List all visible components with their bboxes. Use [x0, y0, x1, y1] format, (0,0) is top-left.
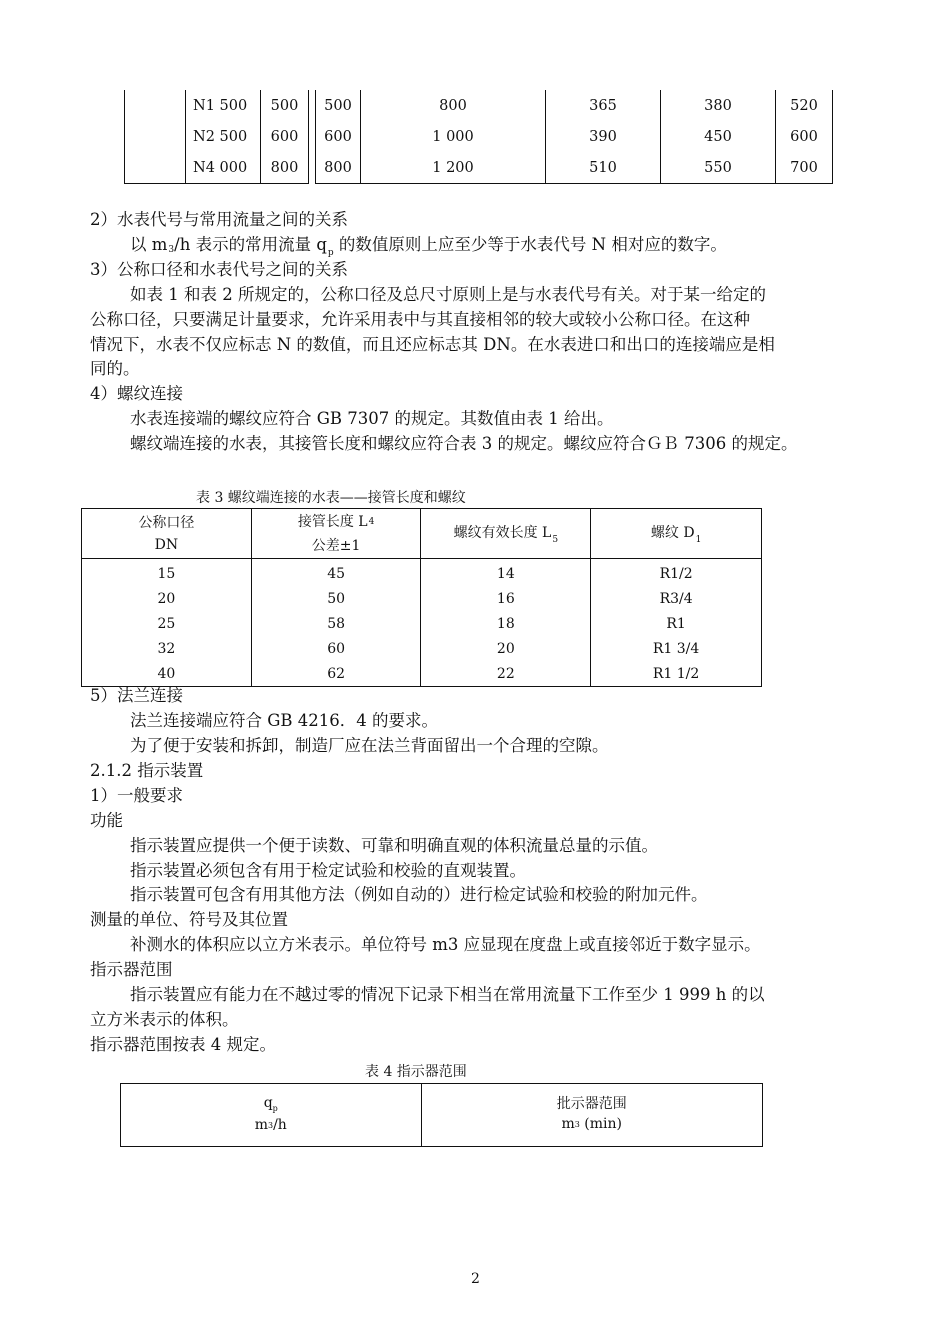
table-cell: 45 — [251, 559, 421, 587]
paragraph: 指示装置可包含有用其他方法（例如自动的）进行检定试验和校验的附加元件。 — [130, 885, 708, 904]
subheading: 指示器范围 — [90, 960, 173, 979]
table-cell: N4 000 — [186, 152, 261, 184]
table-cell: 40 — [82, 661, 252, 687]
page-number: 2 — [471, 1271, 480, 1287]
text-run: /h 表示的常用流量 q — [174, 235, 327, 254]
table-cell: 800 — [261, 152, 309, 184]
subscript: p — [272, 1104, 278, 1113]
header-line — [121, 1093, 421, 1115]
table-cell: 700 — [776, 152, 833, 184]
section-heading: 1）一般要求 — [90, 786, 183, 805]
table-cell: R1 3/4 — [591, 636, 762, 661]
header-text: q — [263, 1095, 273, 1111]
paragraph: 指示器范围按表 4 规定。 — [90, 1035, 276, 1054]
table-cell: 800 — [361, 90, 546, 121]
table-cell: 550 — [661, 152, 776, 184]
table-row — [316, 152, 833, 184]
paragraph: 法兰连接端应符合 GB 4216．4 的要求。 — [130, 711, 439, 730]
table-cell: 62 — [251, 661, 421, 687]
column-header — [121, 1084, 422, 1147]
table-cell: 18 — [421, 611, 591, 636]
table-row — [82, 661, 762, 687]
table-cell: 60 — [251, 636, 421, 661]
header-line: 公称口径 — [138, 514, 195, 531]
paragraph: 水表连接端的螺纹应符合 GB 7307 的规定。其数值由表 1 给出。 — [130, 409, 614, 428]
table-cell: 1 200 — [361, 152, 546, 184]
column-header — [591, 509, 762, 559]
subheading: 测量的单位、符号及其位置 — [90, 910, 288, 929]
table-cell: 365 — [546, 90, 661, 121]
table-cell: R1/2 — [591, 559, 762, 587]
paragraph-line: 同的。 — [90, 359, 140, 378]
paragraph: 螺纹端连接的水表，其接管长度和螺纹应符合表 3 的规定。螺纹应符合ＧＢ 7306 的规定。 — [130, 434, 798, 453]
paragraph: 补测水的体积应以立方米表示。单位符号 m3 应显现在度盘上或直接邻近于数字显示。 — [130, 935, 761, 954]
table-row — [316, 121, 833, 152]
table-cell: 20 — [421, 636, 591, 661]
table-row — [125, 121, 309, 152]
paragraph: 指示装置必须包含有用于检定试验和校验的直观装置。 — [130, 861, 526, 880]
table-cell: 50 — [251, 586, 421, 611]
header-line: DN — [154, 536, 179, 553]
table-3 — [81, 508, 762, 687]
column-header — [82, 509, 252, 559]
header-text: 螺纹 D — [650, 524, 695, 541]
superscript: 3 — [574, 1120, 580, 1129]
table-cell: R3/4 — [591, 586, 762, 611]
table-cell: 58 — [251, 611, 421, 636]
header-line: 批示器范围 — [556, 1096, 627, 1112]
table-cell: 15 — [82, 559, 252, 587]
table-cell: 600 — [261, 121, 309, 152]
table-cell: 450 — [661, 121, 776, 152]
table-cell: R1 — [591, 611, 762, 636]
table-row — [82, 636, 762, 661]
table-cell: 32 — [82, 636, 252, 661]
header-text: m — [254, 1117, 268, 1133]
section-heading: 2.1.2 指示装置 — [90, 761, 204, 780]
table-cell — [125, 90, 186, 121]
table-caption: 表 3 螺纹端连接的水表——接管长度和螺纹 — [196, 490, 466, 506]
section-heading: 5）法兰连接 — [90, 686, 183, 705]
column-header — [251, 509, 421, 559]
header-line — [252, 511, 421, 535]
table-row — [82, 586, 762, 611]
header-text: (min) — [579, 1116, 623, 1132]
table-cell: 14 — [421, 559, 591, 587]
paragraph-line: 如表 1 和表 2 所规定的，公称口径及总尺寸原则上是与水表代号有关。对于某一给定的 — [130, 285, 766, 304]
superscript: 3 — [168, 245, 175, 255]
table-caption: 表 4 指示器范围 — [365, 1064, 467, 1080]
table-cell: N1 500 — [186, 90, 261, 121]
table-cell: 520 — [776, 90, 833, 121]
paragraph-line: 指示装置应有能力在不越过零的情况下记录下相当在常用流量下工作至少 1 999 h 的以 — [130, 985, 765, 1004]
table-cell: 25 — [82, 611, 252, 636]
header-line — [121, 1115, 421, 1137]
column-header — [421, 1084, 762, 1147]
header-text: /h — [273, 1117, 287, 1133]
table-cell: 20 — [82, 586, 252, 611]
table-header-row — [121, 1084, 763, 1147]
paragraph — [130, 234, 727, 259]
table-cell: 380 — [661, 90, 776, 121]
table-cell — [125, 152, 186, 184]
table-cell — [125, 121, 186, 152]
column-header — [421, 509, 591, 559]
section-heading: 3）公称口径和水表代号之间的关系 — [90, 260, 348, 279]
table-cell: 510 — [546, 152, 661, 184]
table-cell: 22 — [421, 661, 591, 687]
table-row — [125, 152, 309, 184]
table-cell: 500 — [261, 90, 309, 121]
subheading: 功能 — [90, 811, 123, 830]
table-header-row — [82, 509, 762, 559]
table-cell: 390 — [546, 121, 661, 152]
table-cell: 16 — [421, 586, 591, 611]
header-text: m — [561, 1116, 575, 1132]
text-run: 的数值原则上应至少等于水表代号 N 相对应的数字。 — [333, 235, 727, 254]
subscript: 4 — [368, 516, 375, 527]
paragraph-line: 公称口径，只要满足计量要求，允许采用表中与其直接相邻的较大或较小公称口径。在这种 — [90, 310, 750, 329]
table-row — [125, 90, 309, 121]
superscript: 3 — [267, 1121, 274, 1130]
paragraph-line: 立方米表示的体积。 — [90, 1010, 239, 1029]
table-cell: R1 1/2 — [591, 661, 762, 687]
top-table-right — [315, 90, 833, 184]
section-heading: 4）螺纹连接 — [90, 384, 183, 403]
table-cell: N2 500 — [186, 121, 261, 152]
subscript: p — [327, 248, 334, 258]
table-4 — [120, 1083, 763, 1147]
header-text: 接管长度 L — [297, 513, 368, 530]
table-cell: 1 000 — [361, 121, 546, 152]
top-table-left — [124, 90, 309, 184]
table-cell: 600 — [316, 121, 361, 152]
table-cell: 600 — [776, 121, 833, 152]
table-row — [82, 611, 762, 636]
paragraph: 指示装置应提供一个便于读数、可靠和明确直观的体积流量总量的示值。 — [130, 836, 658, 855]
subscript: 5 — [552, 534, 559, 545]
table-row — [316, 90, 833, 121]
text-run: 以 m — [130, 235, 168, 254]
paragraph: 为了便于安装和拆卸，制造厂应在法兰背面留出一个合理的空隙。 — [130, 736, 609, 755]
table-cell: 500 — [316, 90, 361, 121]
subscript: 1 — [695, 534, 702, 545]
header-line: 公差±1 — [311, 537, 361, 554]
table-cell: 800 — [316, 152, 361, 184]
paragraph-line: 情况下，水表不仅应标志 N 的数值，而且还应标志其 DN。在水表进口和出口的连接端应是相 — [90, 335, 775, 354]
table-row — [82, 559, 762, 587]
header-text: 螺纹有效长度 L — [453, 524, 552, 541]
header-line — [422, 1114, 762, 1136]
section-heading: 2）水表代号与常用流量之间的关系 — [90, 210, 348, 229]
